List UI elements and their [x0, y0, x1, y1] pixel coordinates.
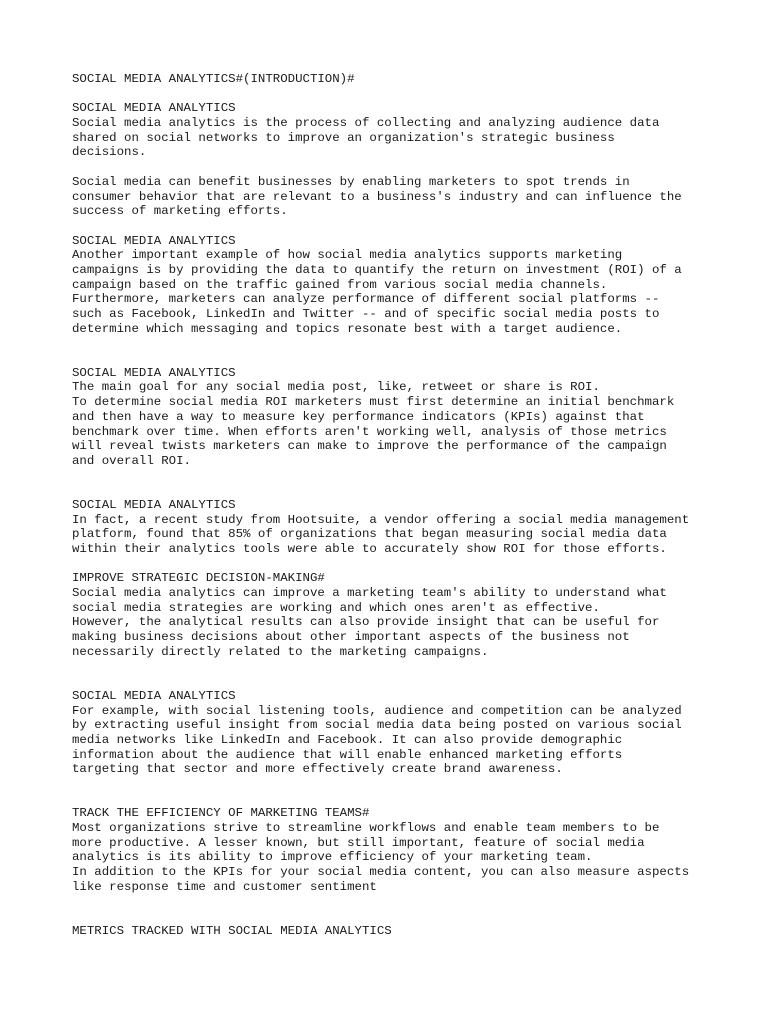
text-line: SOCIAL MEDIA ANALYTICS — [72, 688, 236, 703]
blank-line — [72, 792, 712, 807]
blank-line — [72, 660, 712, 675]
text-line: SOCIAL MEDIA ANALYTICS — [72, 101, 236, 116]
text-line: consumer behavior that are relevant to a business's industry and can influence the — [72, 189, 682, 204]
text-line: shared on social networks to improve an organization's strategic business — [72, 130, 615, 145]
text-line: Most organizations strive to streamline workflows and enable team members to be — [72, 821, 660, 836]
text-line: making business decisions about other important aspects of the business not — [72, 630, 630, 645]
blank-line — [72, 895, 712, 910]
text-line: and overall ROI. — [72, 453, 191, 468]
blank-line — [72, 87, 712, 102]
text-line: campaign based on the traffic gained from various social media channels. — [72, 277, 608, 292]
blank-line — [72, 160, 712, 175]
text-line: such as Facebook, LinkedIn and Twitter -- and of specific social media posts to — [72, 307, 660, 321]
text-line: Social media analytics is the process of collecting and analyzing audience data — [72, 116, 660, 131]
text-line: To determine social media ROI marketers must first determine an initial benchmark — [72, 395, 675, 410]
text-line: more productive. A lesser known, but still important, feature of social media — [72, 835, 645, 850]
text-line: SOCIAL MEDIA ANALYTICS#(INTRODUCTION)# — [72, 72, 355, 86]
blank-line — [72, 219, 712, 234]
text-line: METRICS TRACKED WITH SOCIAL MEDIA ANALYTICS — [72, 923, 392, 938]
text-line: analytics is its ability to improve efficiency of your marketing team. — [72, 850, 593, 865]
text-line: SOCIAL MEDIA ANALYTICS — [72, 233, 236, 248]
text-line: Furthermore, marketers can analyze performance of different social platforms -- — [72, 292, 660, 307]
text-line: decisions. — [72, 145, 147, 160]
text-line: SOCIAL MEDIA ANALYTICS — [72, 365, 236, 380]
text-line: and then have a way to measure key performance indicators (KPIs) against that — [72, 409, 645, 424]
document-page — [72, 72, 712, 939]
text-line: will reveal twists marketers can make to improve the performance of the campaign — [72, 439, 667, 454]
blank-line — [72, 909, 712, 924]
text-line: targeting that sector and more effectively create brand awareness. — [72, 762, 563, 777]
text-line: Another important example of how social media analytics supports marketing — [72, 248, 623, 263]
text-line: Social media can benefit businesses by enabling marketers to spot trends in — [72, 174, 630, 189]
text-line: IMPROVE STRATEGIC DECISION-MAKING# — [72, 571, 325, 586]
text-line: determine which messaging and topics resonate best with a target audience. — [72, 321, 623, 336]
blank-line — [72, 469, 712, 484]
blank-line — [72, 483, 712, 498]
text-line: benchmark over time. When efforts aren't working well, analysis of those metrics — [72, 424, 667, 439]
text-line: media networks like LinkedIn and Facebook. It can also provide demographic — [72, 732, 623, 747]
text-line: Social media analytics can improve a marketing team's ability to understand what — [72, 586, 667, 601]
blank-line — [72, 336, 712, 351]
text-line: within their analytics tools were able to accurately show ROI for those efforts. — [72, 542, 667, 556]
text-line: social media strategies are working and which ones aren't as effective. — [72, 600, 600, 615]
blank-line — [72, 674, 712, 689]
text-line: TRACK THE EFFICIENCY OF MARKETING TEAMS# — [72, 806, 370, 821]
blank-line — [72, 351, 712, 366]
text-line: like response time and customer sentiment — [72, 879, 377, 894]
text-line: The main goal for any social media post, like, retweet or share is ROI. — [72, 380, 600, 395]
blank-line — [72, 777, 712, 792]
text-line: However, the analytical results can also provide insight that can be useful for — [72, 615, 660, 630]
text-line: necessarily directly related to the marketing campaigns. — [72, 644, 489, 659]
text-line: For example, with social listening tools, audience and competition can be analyzed — [72, 703, 682, 718]
text-line: In addition to the KPIs for your social media content, you can also measure aspects — [72, 865, 690, 880]
text-line: In fact, a recent study from Hootsuite, a vendor offering a social media management — [72, 512, 690, 527]
text-line: by extracting useful insight from social media data being posted on various social — [72, 718, 682, 733]
text-line: platform, found that 85% of organizations that began measuring social media data — [72, 527, 667, 542]
blank-line — [72, 557, 712, 572]
text-line: success of marketing efforts. — [72, 204, 288, 219]
text-line: information about the audience that will enable enhanced marketing efforts — [72, 747, 623, 762]
text-line: SOCIAL MEDIA ANALYTICS — [72, 497, 236, 512]
text-line: campaigns is by providing the data to quantify the return on investment (ROI) of a — [72, 262, 682, 277]
